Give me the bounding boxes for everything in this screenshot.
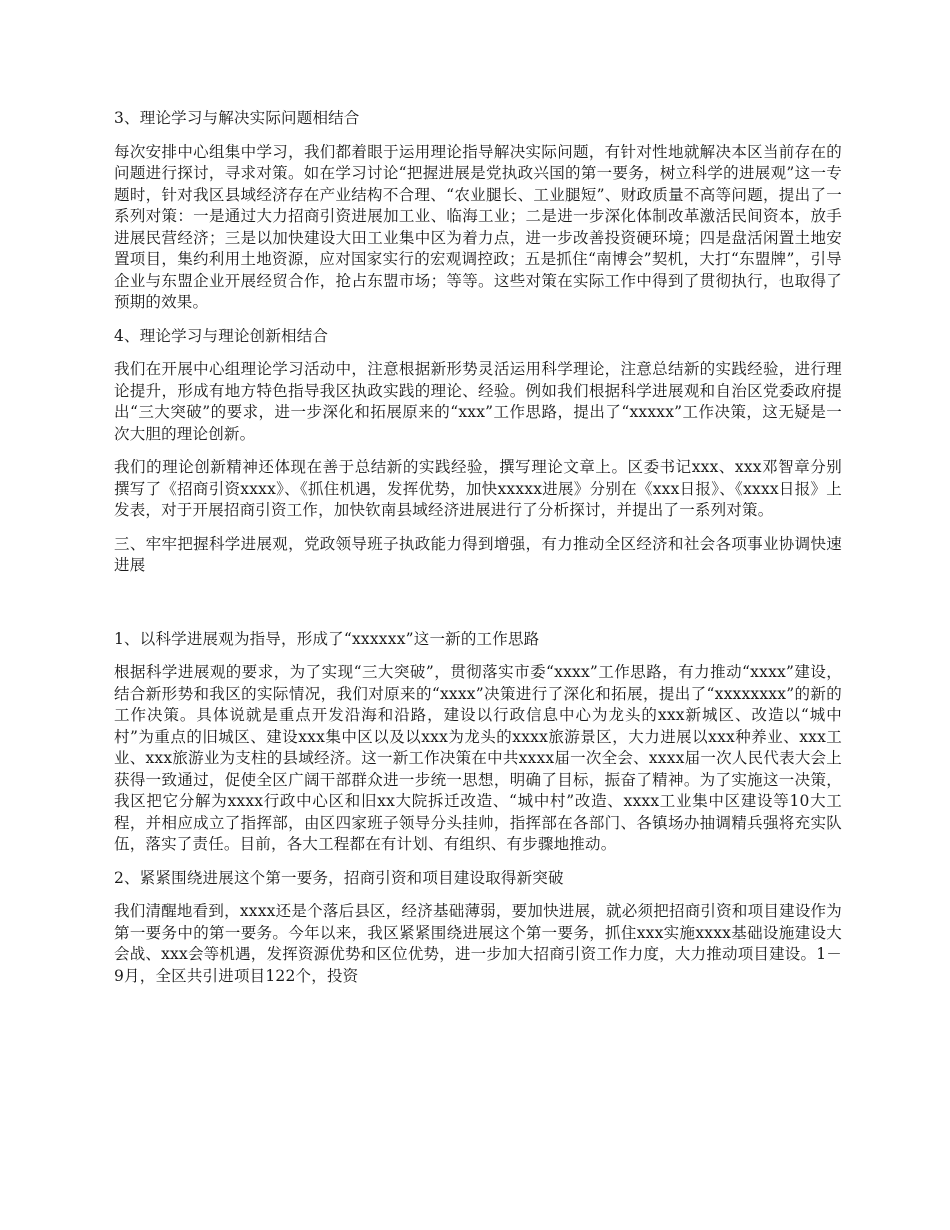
section-heading-3: 3、理论学习与解决实际问题相结合 [114, 109, 360, 127]
paragraph: 我们清醒地看到，xxxx还是个落后县区，经济基础薄弱，要加快进展，就必须把招商引资和项目建设作为第一要务中的第一要务。今年以来，我区紧紧围绕进展这个第一要务，抓住xxx实施xxxx基础设施建设大会战、xxx会等机遇，发挥资源优势和区位优势，进一步加大招商引资工作力度，大力推动项目建设。1－9月，全区共引进项目122个，投资 [114, 902, 842, 985]
chapter-heading-3: 三、牢牢把握科学进展观，党政领导班子执政能力得到增强，有力推动全区经济和社会各项事业协调快速进展 [114, 534, 842, 574]
paragraph: 每次安排中心组集中学习，我们都着眼于运用理论指导解决实际问题，有针对性地就解决本区当前存在的问题进行探讨，寻求对策。如在学习讨论“把握进展是党执政兴国的第一要务，树立科学的进展观”这一专题时，针对我区县域经济存在产业结构不合理、“农业腿长、工业腿短”、财政质量不高等问题，提出了一系列对策：一是通过大力招商引资进展加工业、临海工业；二是进一步深化体制改革激活民间资本，放手进展民营经济；三是以加快建设大田工业集中区为着力点，进一步改善投资硬环境；四是盘活闲置土地安置项目，集约利用土地资源，应对国家实行的宏观调控政；五是抓住“南博会”契机，大打“东盟牌”，引导企业与东盟企业开展经贸合作，抢占东盟市场；等等。这些对策在实际工作中得到了贯彻执行，也取得了预期的效果。 [114, 142, 842, 311]
blank-gap [114, 589, 842, 629]
paragraph: 我们的理论创新精神还体现在善于总结新的实践经验，撰写理论文章上。区委书记xxx、xxx邓智章分别撰写了《招商引资xxxx》、《抓住机遇，发挥优势，加快xxxxx进展》分别在《xxx日报》、《xxxx日报》上发表，对于开展招商引资工作，加快钦南县域经济进展进行了分析探讨，并提出了一系列对策。 [114, 458, 842, 519]
document-page [114, 108, 842, 999]
paragraph: 根据科学进展观的要求，为了实现“三大突破”，贯彻落实市委“xxxx”工作思路，有力推动“xxxx”建设，结合新形势和我区的实际情况，我们对原来的“xxxx”决策进行了深化和拓展，提出了“xxxxxxxx”的新的工作决策。具体说就是重点开发沿海和沿路，建设以行政信息中心为龙头的xxx新城区、改造以“城中村”为重点的旧城区、建设xxx集中区以及以xxx为龙头的xxxx旅游景区，大力进展以xxx种养业、xxx工业、xxx旅游业为支柱的县域经济。这一新工作决策在中共xxxx届一次全会、xxxx届一次人民代表大会上获得一致通过，促使全区广阔干部群众进一步统一思想，明确了目标，振奋了精神。为了实施这一决策，我区把它分解为xxxx行政中心区和旧xx大院拆迁改造、“城中村”改造、xxxx工业集中区建设等10大工程，并相应成立了指挥部，由区四家班子领导分头挂帅，指挥部在各部门、各镇场办抽调精兵强将充实队伍，落实了责任。目前，各大工程都在有计划、有组织、有步骤地推动。 [114, 663, 842, 853]
section-heading-2: 2、紧紧围绕进展这个第一要务，招商引资和项目建设取得新突破 [114, 868, 564, 887]
section-heading-1: 1、以科学进展观为指导，形成了“xxxxxx”这一新的工作思路 [114, 629, 540, 648]
section-heading-4: 4、理论学习与理论创新相结合 [114, 326, 329, 345]
paragraph: 我们在开展中心组理论学习活动中，注意根据新形势灵活运用科学理论，注意总结新的实践经验，进行理论提升，形成有地方特色指导我区执政实践的理论、经验。例如我们根据科学进展观和自治区党委政府提出“三大突破”的要求，进一步深化和拓展原来的“xxx”工作思路，提出了“xxxxx”工作决策，这无疑是一次大胆的理论创新。 [114, 360, 842, 443]
